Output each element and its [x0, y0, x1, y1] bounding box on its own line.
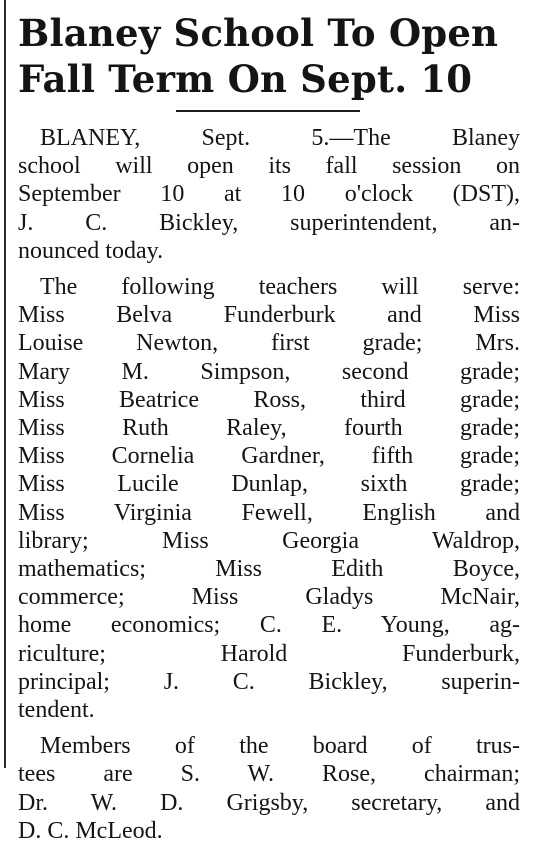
text-line: Dr. W. D. Grigsby, secretary, and: [18, 789, 520, 816]
text-line: Miss Ruth Raley, fourth grade;: [18, 415, 520, 442]
text-line: Miss Lucile Dunlap, sixth grade;: [18, 471, 520, 498]
text-line: The following teachers will serve:: [40, 274, 520, 301]
text-line: September 10 at 10 o'clock (DST),: [18, 181, 520, 208]
headline-divider: [176, 110, 360, 112]
text-line: principal; J. C. Bickley, superin-: [18, 668, 520, 695]
text-line: J. C. Bickley, superintendent, an-: [18, 209, 520, 236]
paragraph-announcement: [18, 124, 520, 265]
headline: [18, 10, 528, 102]
text-line: commerce; Miss Gladys McNair,: [18, 584, 520, 611]
text-line: Miss Beatrice Ross, third grade;: [18, 386, 520, 413]
text-line: Members of the board of trus-: [40, 733, 520, 760]
text-line: D. C. McLeod.: [18, 817, 163, 844]
headline-line-1: Blaney School To Open: [18, 11, 499, 55]
text-line: library; Miss Georgia Waldrop,: [18, 527, 520, 554]
text-line: Louise Newton, first grade; Mrs.: [18, 330, 520, 357]
text-line: tees are S. W. Rose, chairman;: [18, 761, 520, 788]
text-line: mathematics; Miss Edith Boyce,: [18, 556, 520, 583]
text-line: Miss Virginia Fewell, English and: [18, 499, 520, 526]
paragraph-trustees: [18, 732, 520, 845]
text-line: Miss Belva Funderburk and Miss: [18, 302, 520, 329]
text-line: riculture; Harold Funderburk,: [18, 640, 520, 667]
text-line: Mary M. Simpson, second grade;: [18, 358, 520, 385]
text-line: Miss Cornelia Gardner, fifth grade;: [18, 443, 520, 470]
text-line: BLANEY, Sept. 5.—The Blaney: [40, 125, 520, 151]
column-rule: [4, 0, 6, 768]
text-line: tendent.: [18, 697, 95, 724]
article-body: [18, 124, 520, 853]
paragraph-teachers: [18, 273, 520, 724]
text-line: nounced today.: [18, 237, 164, 264]
text-line: home economics; C. E. Young, ag-: [18, 612, 520, 639]
text-line: school will open its fall session on: [18, 153, 520, 180]
headline-line-2: Fall Term On Sept. 10: [18, 57, 473, 101]
